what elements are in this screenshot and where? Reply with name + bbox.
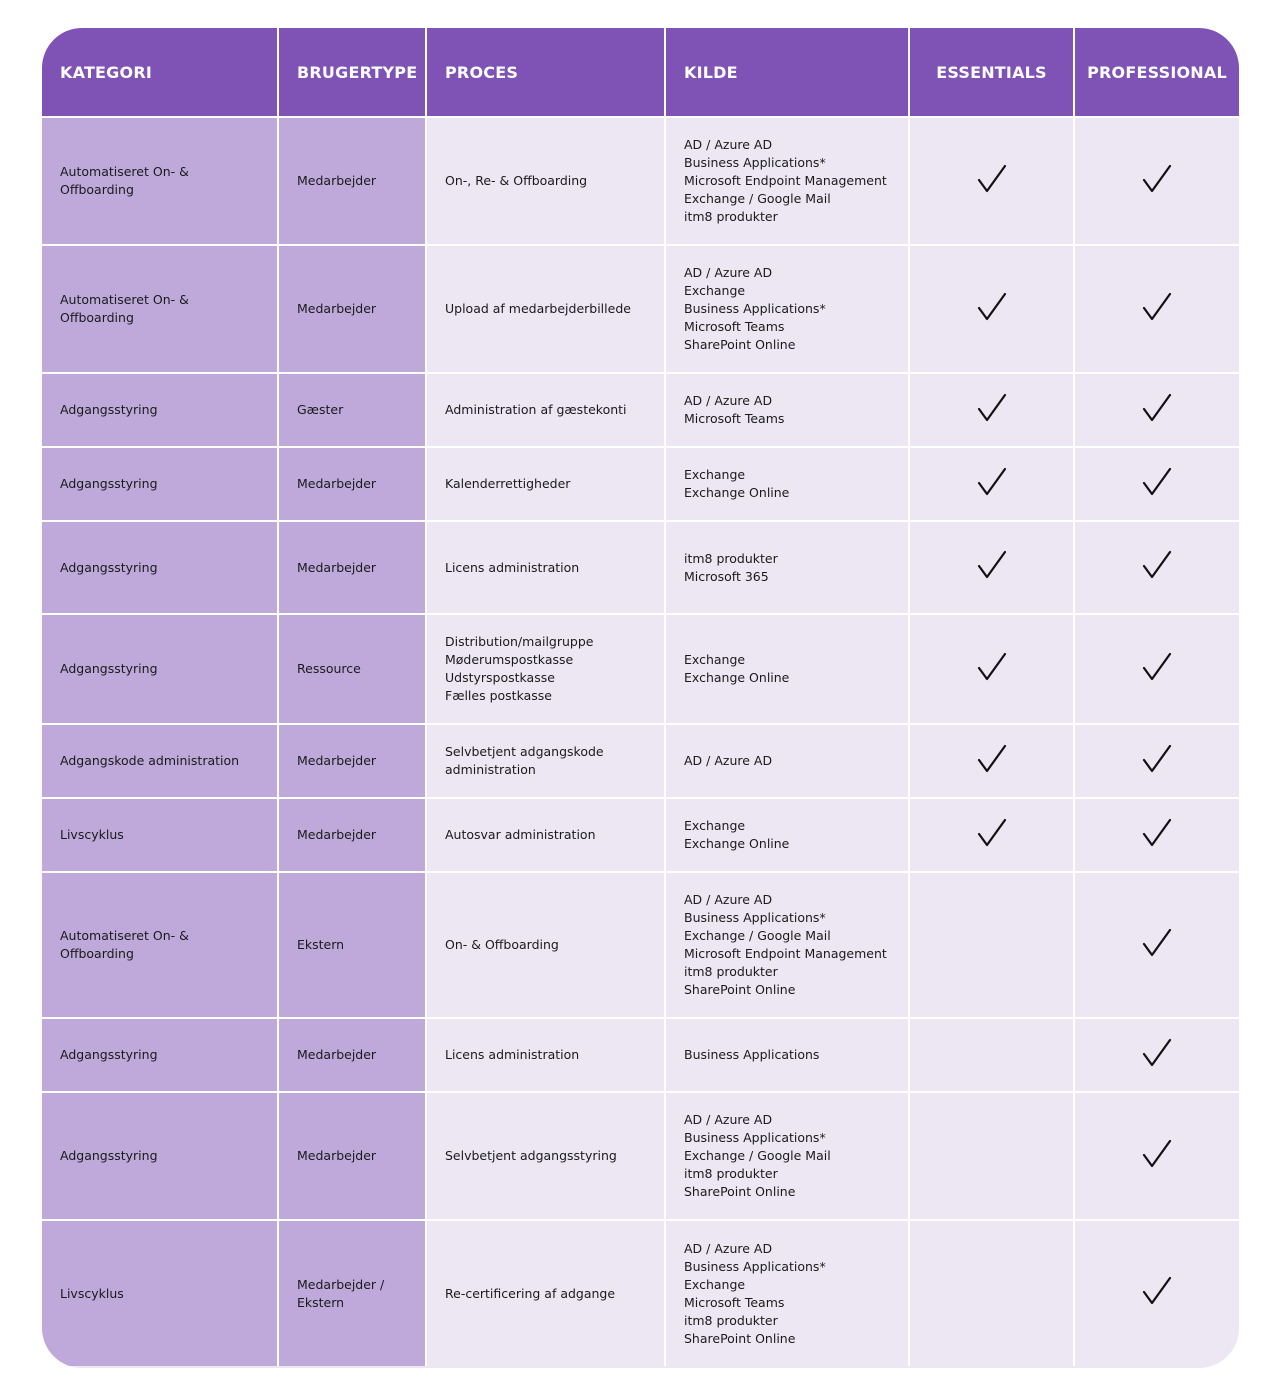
cell-kilde [665, 724, 909, 798]
cell-essentials [909, 798, 1074, 872]
cell-professional [1074, 798, 1239, 872]
cell-kilde [665, 1018, 909, 1092]
cell-brugertype [278, 373, 426, 447]
proces-line: Møderumspostkasse [445, 652, 574, 667]
brugertype-line: Gæster [297, 402, 344, 417]
brugertype-line: Medarbejder [297, 476, 377, 491]
cell-proces [426, 872, 665, 1018]
brugertype-line: Medarbejder [297, 753, 377, 768]
brugertype-line: Medarbejder [297, 301, 377, 316]
cell-proces [426, 798, 665, 872]
proces-line: Licens administration [445, 559, 580, 575]
cell-essentials [909, 1220, 1074, 1366]
cell-professional [1074, 117, 1239, 245]
kilde-line: Business Applications* [684, 1258, 826, 1274]
cell-kategori: Adgangsstyring [42, 1092, 278, 1220]
cell-brugertype [278, 521, 426, 614]
kilde-line: Exchange [684, 818, 746, 833]
checkmark-icon [1142, 928, 1172, 958]
proces-line: Upload af medarbejderbillede [445, 301, 631, 316]
checkmark-icon [1142, 292, 1172, 322]
kilde-line: Exchange / Google Mail [684, 928, 831, 943]
kilde-line: AD / Azure AD [684, 137, 773, 152]
kilde-line: Microsoft Endpoint Management [684, 173, 887, 188]
cell-kategori: Adgangsstyring [42, 614, 278, 724]
cell-kategori: Automatiseret On- & Offboarding [42, 245, 278, 373]
checkmark-icon [977, 550, 1007, 580]
kilde-line: Exchange Online [684, 670, 790, 685]
proces-line: Kalenderrettigheder [445, 476, 571, 491]
kilde-line: Business Applications* [684, 301, 826, 316]
kilde-line: itm8 produkter [684, 209, 778, 224]
table-row [42, 724, 1239, 798]
kilde-line: Business Applications [684, 1047, 820, 1062]
kilde-line: Exchange Online [684, 485, 790, 500]
kilde-line: AD / Azure AD [684, 1240, 773, 1256]
kilde-line: Business Applications* [684, 1130, 826, 1145]
checkmark-icon [1142, 1276, 1172, 1306]
brugertype-line: Medarbejder [297, 559, 377, 575]
kilde-line: SharePoint Online [684, 1330, 796, 1346]
cell-professional [1074, 724, 1239, 798]
proces-line: Fælles postkasse [445, 688, 552, 703]
cell-brugertype [278, 614, 426, 724]
proces-line: Udstyrspostkasse [445, 670, 555, 685]
cell-kilde [665, 1092, 909, 1220]
table-row [42, 872, 1239, 1018]
comparison-table [42, 28, 1239, 1366]
cell-kilde [665, 872, 909, 1018]
checkmark-icon [1142, 164, 1172, 194]
cell-kategori: Adgangsstyring [42, 373, 278, 447]
checkmark-icon [977, 393, 1007, 423]
kilde-line: AD / Azure AD [684, 393, 773, 408]
cell-proces [426, 373, 665, 447]
brugertype-line: Medarbejder [297, 1047, 377, 1062]
table-row [42, 521, 1239, 614]
cell-brugertype [278, 872, 426, 1018]
cell-professional [1074, 447, 1239, 521]
kilde-line: Exchange [684, 652, 746, 667]
cell-essentials [909, 447, 1074, 521]
kilde-line: Exchange / Google Mail [684, 1148, 831, 1163]
cell-proces [426, 614, 665, 724]
brugertype-line: Medarbejder [297, 827, 377, 842]
kilde-line: Microsoft Endpoint Management [684, 946, 887, 961]
table-row [42, 447, 1239, 521]
header-kilde: KILDE [665, 28, 909, 117]
cell-kilde [665, 117, 909, 245]
brugertype-line: Medarbejder [297, 1148, 377, 1163]
kilde-line: AD / Azure AD [684, 753, 773, 768]
table-row [42, 798, 1239, 872]
cell-essentials [909, 872, 1074, 1018]
kilde-line: AD / Azure AD [684, 265, 773, 280]
kilde-line: Microsoft Teams [684, 319, 785, 334]
kilde-line: Microsoft Teams [684, 411, 785, 426]
checkmark-icon [977, 467, 1007, 497]
kilde-line: AD / Azure AD [684, 892, 773, 907]
checkmark-icon [1142, 744, 1172, 774]
proces-line: On-, Re- & Offboarding [445, 173, 588, 188]
kilde-line: itm8 produkter [684, 1166, 778, 1181]
cell-brugertype [278, 798, 426, 872]
cell-proces [426, 521, 665, 614]
cell-proces [426, 1220, 665, 1366]
kilde-line: Exchange [684, 1276, 746, 1292]
cell-proces [426, 724, 665, 798]
brugertype-line: Medarbejder [297, 173, 377, 188]
table-row [42, 1220, 1239, 1366]
cell-professional [1074, 373, 1239, 447]
cell-brugertype [278, 724, 426, 798]
checkmark-icon [1142, 393, 1172, 423]
cell-brugertype [278, 117, 426, 245]
kilde-line: Exchange [684, 283, 746, 298]
cell-kategori: Automatiseret On- & Offboarding [42, 117, 278, 245]
checkmark-icon [1142, 467, 1172, 497]
cell-kilde [665, 614, 909, 724]
cell-brugertype [278, 447, 426, 521]
kilde-line: itm8 produkter [684, 964, 778, 979]
cell-professional [1074, 1220, 1239, 1366]
cell-kategori: Livscyklus [42, 1220, 278, 1366]
checkmark-icon [977, 744, 1007, 774]
cell-kategori: Adgangsstyring [42, 447, 278, 521]
header-professional: PROFESSIONAL [1074, 28, 1239, 117]
brugertype-line: Ekstern [297, 1294, 345, 1310]
checkmark-icon [1142, 818, 1172, 848]
cell-essentials [909, 724, 1074, 798]
cell-proces [426, 245, 665, 373]
kilde-line: Exchange [684, 467, 746, 482]
kilde-line: Exchange / Google Mail [684, 191, 831, 206]
kilde-line: AD / Azure AD [684, 1112, 773, 1127]
cell-kilde [665, 521, 909, 614]
checkmark-icon [977, 818, 1007, 848]
cell-proces [426, 117, 665, 245]
proces-line: Distribution/mailgruppe [445, 634, 594, 649]
kilde-line: Microsoft Teams [684, 1294, 785, 1310]
cell-professional [1074, 1092, 1239, 1220]
kilde-line: SharePoint Online [684, 982, 796, 997]
kilde-line: itm8 produkter [684, 550, 778, 566]
cell-kilde [665, 373, 909, 447]
brugertype-line: Ekstern [297, 937, 345, 952]
header-brugertype: BRUGERTYPE [278, 28, 426, 117]
table-row [42, 614, 1239, 724]
cell-kategori: Adgangskode administration [42, 724, 278, 798]
cell-professional [1074, 521, 1239, 614]
cell-proces [426, 1018, 665, 1092]
cell-essentials [909, 245, 1074, 373]
cell-kilde [665, 798, 909, 872]
cell-kategori: Livscyklus [42, 798, 278, 872]
cell-brugertype [278, 1092, 426, 1220]
cell-kilde [665, 245, 909, 373]
cell-brugertype [278, 1220, 426, 1366]
table-row [42, 1018, 1239, 1092]
table-row [42, 117, 1239, 245]
cell-kategori: Adgangsstyring [42, 521, 278, 614]
table-row [42, 245, 1239, 373]
kilde-line: Business Applications* [684, 155, 826, 170]
kilde-line: SharePoint Online [684, 1184, 796, 1199]
header-row [42, 28, 1239, 117]
cell-proces [426, 1092, 665, 1220]
proces-line: Autosvar administration [445, 827, 596, 842]
checkmark-icon [1142, 1038, 1172, 1068]
table-row [42, 373, 1239, 447]
cell-kilde [665, 1220, 909, 1366]
checkmark-icon [977, 652, 1007, 682]
feature-comparison-table [42, 28, 1239, 1368]
kilde-line: Business Applications* [684, 910, 826, 925]
proces-line: Licens administration [445, 1047, 580, 1062]
cell-professional [1074, 245, 1239, 373]
cell-kategori: Adgangsstyring [42, 1018, 278, 1092]
checkmark-icon [1142, 652, 1172, 682]
brugertype-line: Ressource [297, 661, 361, 676]
checkmark-icon [1142, 1139, 1172, 1169]
table-row [42, 1092, 1239, 1220]
header-essentials: ESSENTIALS [909, 28, 1074, 117]
cell-essentials [909, 373, 1074, 447]
kilde-line: itm8 produkter [684, 1312, 778, 1328]
cell-brugertype [278, 245, 426, 373]
brugertype-line: Medarbejder / [297, 1276, 385, 1292]
kilde-line: Exchange Online [684, 836, 790, 851]
checkmark-icon [977, 164, 1007, 194]
proces-line: Selvbetjent adgangsstyring [445, 1148, 617, 1163]
checkmark-icon [977, 292, 1007, 322]
proces-line: Selvbetjent adgangskode [445, 744, 604, 759]
header-proces: PROCES [426, 28, 665, 117]
cell-proces [426, 447, 665, 521]
cell-professional [1074, 614, 1239, 724]
cell-essentials [909, 521, 1074, 614]
cell-essentials [909, 117, 1074, 245]
proces-line: Re-certificering af adgange [445, 1285, 616, 1301]
cell-professional [1074, 872, 1239, 1018]
kilde-line: Microsoft 365 [684, 568, 769, 584]
proces-line: On- & Offboarding [445, 937, 559, 952]
proces-line: administration [445, 762, 536, 777]
cell-professional [1074, 1018, 1239, 1092]
cell-brugertype [278, 1018, 426, 1092]
proces-line: Administration af gæstekonti [445, 402, 627, 417]
cell-essentials [909, 1018, 1074, 1092]
header-kategori: KATEGORI [42, 28, 278, 117]
kilde-line: SharePoint Online [684, 337, 796, 352]
checkmark-icon [1142, 550, 1172, 580]
cell-kategori: Automatiseret On- & Offboarding [42, 872, 278, 1018]
cell-essentials [909, 614, 1074, 724]
cell-essentials [909, 1092, 1074, 1220]
cell-kilde [665, 447, 909, 521]
